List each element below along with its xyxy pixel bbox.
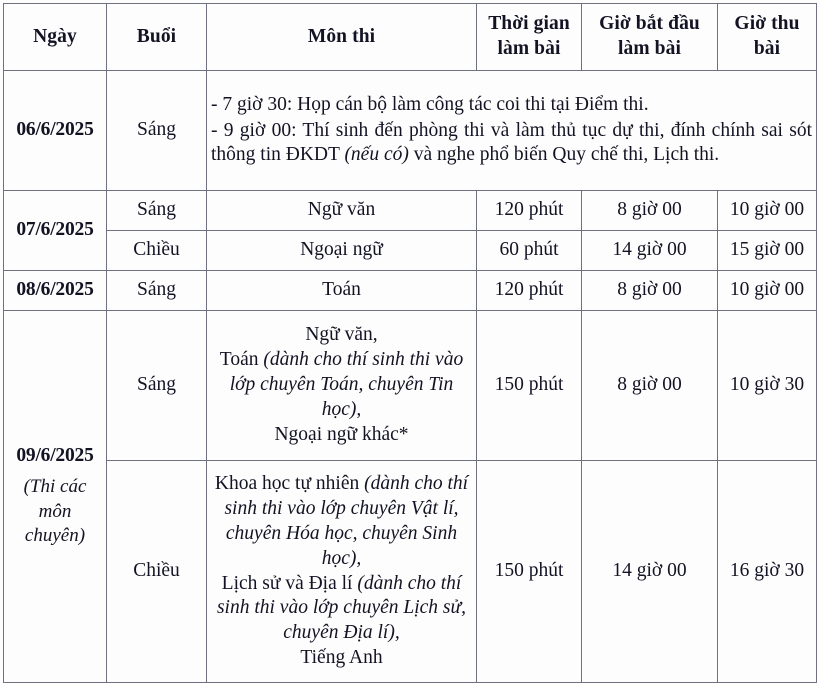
- cell-subject: [207, 461, 477, 683]
- subject-line-1-part-a: Khoa học tự nhiên: [214, 472, 365, 494]
- cell-date: 07/6/2025: [4, 191, 107, 271]
- cell-notice: [207, 71, 817, 191]
- notice-line-2-emphasis: (nếu có): [344, 144, 409, 166]
- subject-line-2-part-a: Toán: [219, 349, 264, 371]
- cell-end-time: 10 giờ 00: [718, 271, 817, 311]
- table-row: [4, 191, 817, 231]
- cell-duration: 150 phút: [477, 461, 582, 683]
- cell-date-note: (Thi các môn chuyên): [23, 475, 87, 547]
- cell-subject: Toán: [207, 271, 477, 311]
- cell-session: Sáng: [107, 271, 207, 311]
- column-header-thu-bai-line1: Giờ thu: [734, 13, 800, 35]
- table-body: [4, 71, 817, 683]
- notice-line-2: [211, 119, 812, 169]
- cell-date: 08/6/2025: [4, 271, 107, 311]
- cell-start-time: 8 giờ 00: [582, 271, 718, 311]
- column-header-bat-dau-line1: Giờ bắt đầu: [599, 13, 700, 35]
- cell-end-time: 15 giờ 00: [718, 231, 817, 271]
- cell-subject: Ngữ văn: [207, 191, 477, 231]
- cell-session: Sáng: [107, 311, 207, 461]
- cell-session: Chiều: [107, 231, 207, 271]
- table-row: [4, 461, 817, 683]
- cell-subject: [207, 311, 477, 461]
- cell-start-time: 14 giờ 00: [582, 461, 718, 683]
- cell-end-time: 10 giờ 30: [718, 311, 817, 461]
- column-header-thoi-gian-line2: làm bài: [497, 38, 561, 59]
- header-row: [4, 4, 817, 71]
- cell-end-time: 16 giờ 30: [718, 461, 817, 683]
- cell-end-time: 10 giờ 00: [718, 191, 817, 231]
- notice-line-1: - 7 giờ 30: Họp cán bộ làm công tác coi thi tại Điểm thi.: [211, 93, 649, 115]
- cell-duration: 120 phút: [477, 191, 582, 231]
- cell-start-time: 8 giờ 00: [582, 191, 718, 231]
- column-header-bat-dau-line2: làm bài: [618, 38, 681, 59]
- table-row: [4, 231, 817, 271]
- column-header-thoi-gian-line1: Thời gian: [488, 13, 570, 35]
- table-header: [4, 4, 817, 71]
- table-row: [4, 271, 817, 311]
- cell-duration: 150 phút: [477, 311, 582, 461]
- column-header-mon-thi: Môn thi: [207, 4, 477, 71]
- cell-session: Sáng: [107, 71, 207, 191]
- subject-line-1-emphasis: (dành cho thí sinh thi vào lớp chuyên Vật lí, chuyên Hóa học, chuyên Sinh học),: [224, 472, 469, 569]
- subject-line-2-emphasis: (dành cho thí sinh thi vào lớp chuyên Toán, chuyên Tin học),: [229, 349, 464, 420]
- notice-line-2-part-a: - 9 giờ 00: Thí sinh đến phòng thi và làm thủ tục dự thi, đính chính sai sót thông tin ĐKDT: [211, 119, 812, 166]
- notice-line-2-part-b: và nghe phổ biến Quy chế thi, Lịch thi.: [408, 144, 720, 166]
- subject-line-2-emphasis: (dành cho thí sinh thi vào lớp chuyên Lịch sử, chuyên Địa lí),: [216, 572, 467, 644]
- column-header-gio-bat-dau-lam-bai: [582, 4, 718, 71]
- subject-line-2-part-a: Lịch sử và Địa lí: [221, 572, 358, 594]
- subject-line-1: [211, 472, 472, 572]
- cell-date-value: 09/6/2025: [16, 444, 94, 466]
- cell-start-time: 14 giờ 00: [582, 231, 718, 271]
- cell-duration: 60 phút: [477, 231, 582, 271]
- subject-line-1: Ngữ văn,: [305, 324, 378, 346]
- table-row: [4, 311, 817, 461]
- table-row: [4, 71, 817, 191]
- column-header-thoi-gian-lam-bai: [477, 4, 582, 71]
- subject-line-3: Ngoại ngữ khác*: [274, 423, 409, 445]
- cell-start-time: 8 giờ 00: [582, 311, 718, 461]
- cell-session: Sáng: [107, 191, 207, 231]
- column-header-thu-bai-line2: bài: [753, 38, 781, 59]
- cell-session: Chiều: [107, 461, 207, 683]
- column-header-ngay: Ngày: [4, 4, 107, 71]
- subject-line-2: [211, 572, 472, 647]
- cell-date: [4, 311, 107, 683]
- cell-duration: 120 phút: [477, 271, 582, 311]
- exam-schedule-table: [3, 3, 817, 683]
- column-header-buoi: Buổi: [107, 4, 207, 71]
- subject-line-2: [211, 348, 472, 423]
- cell-date: 06/6/2025: [4, 71, 107, 191]
- column-header-gio-thu-bai: [718, 4, 817, 71]
- subject-line-3: Tiếng Anh: [300, 647, 383, 669]
- cell-subject: Ngoại ngữ: [207, 231, 477, 271]
